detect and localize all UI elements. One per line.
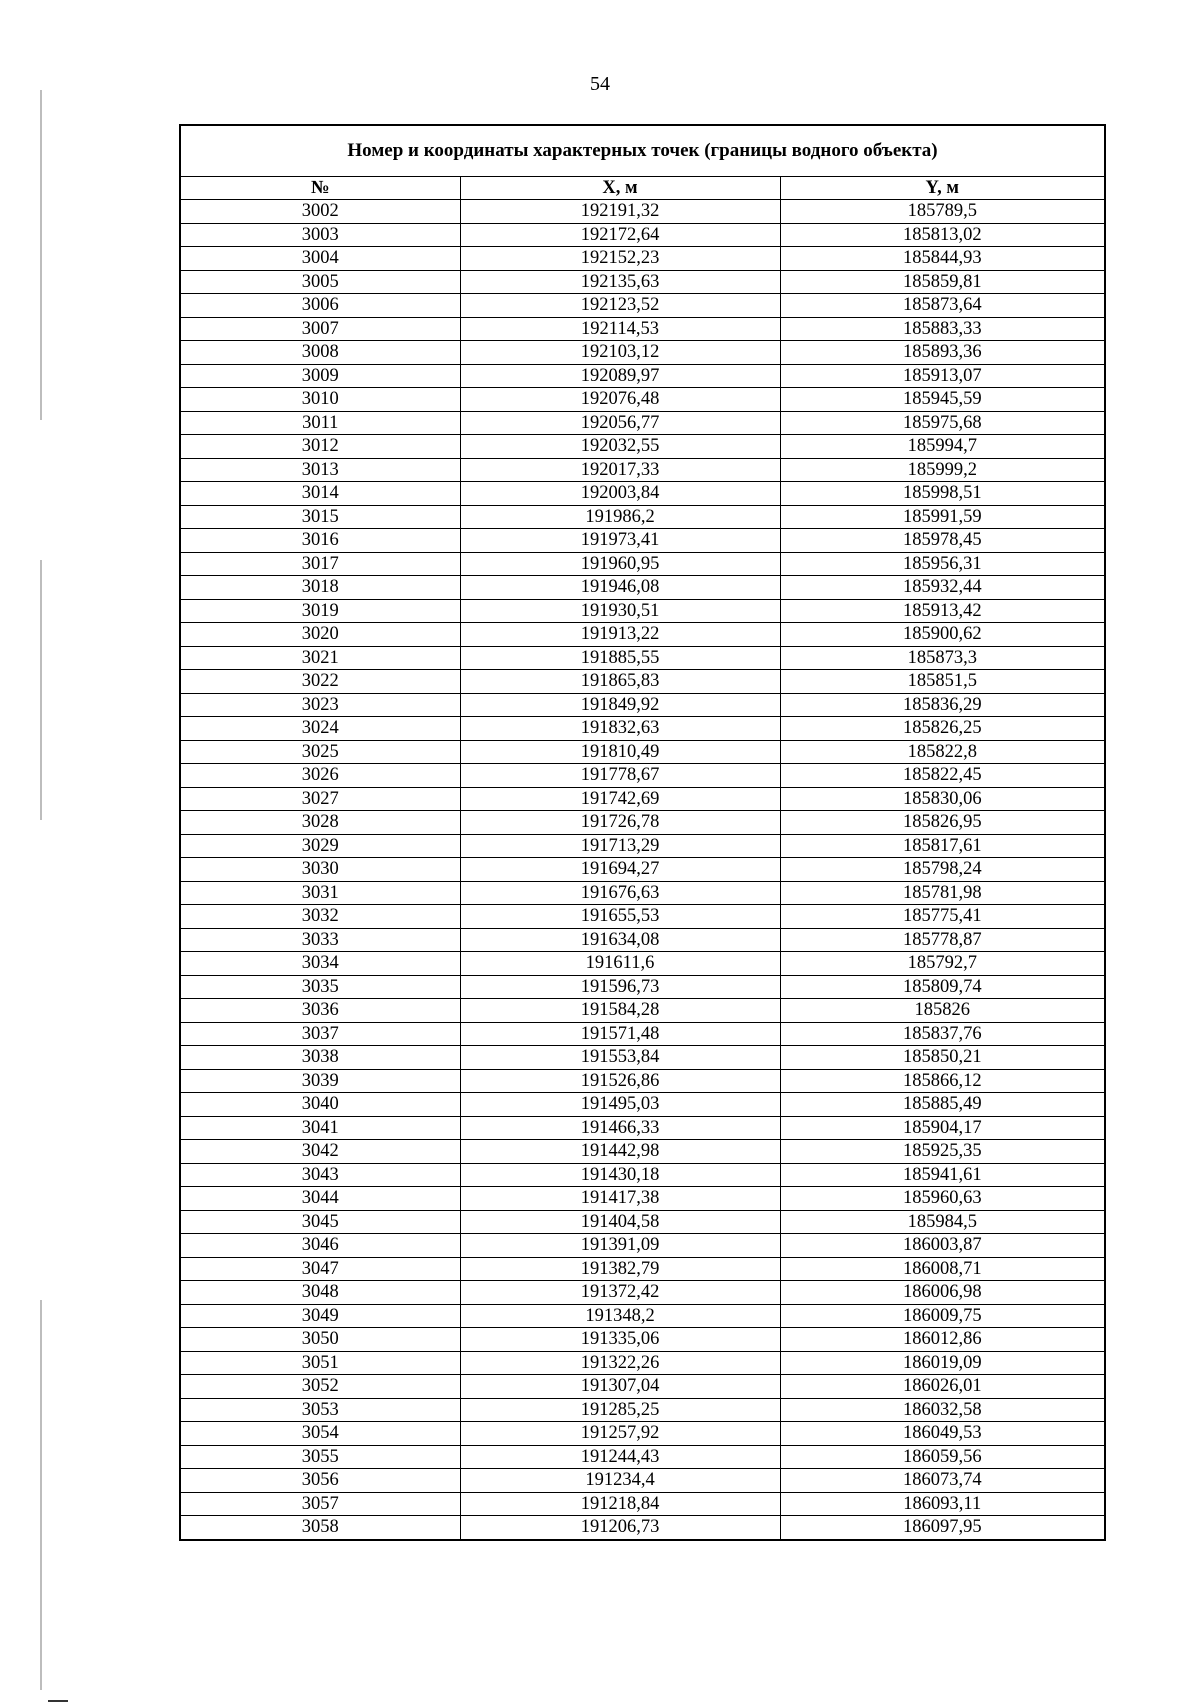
column-header-number: № bbox=[180, 177, 460, 200]
point-number-cell: 3016 bbox=[180, 529, 460, 553]
table-row bbox=[180, 1140, 1105, 1164]
point-number-cell: 3022 bbox=[180, 670, 460, 694]
table-row bbox=[180, 1046, 1105, 1070]
table-row bbox=[180, 341, 1105, 365]
y-coordinate-cell: 185932,44 bbox=[780, 576, 1105, 600]
table-row bbox=[180, 1281, 1105, 1305]
x-coordinate-cell: 191404,58 bbox=[460, 1210, 780, 1234]
y-coordinate-cell: 186019,09 bbox=[780, 1351, 1105, 1375]
point-number-cell: 3037 bbox=[180, 1022, 460, 1046]
point-number-cell: 3025 bbox=[180, 740, 460, 764]
table-row bbox=[180, 834, 1105, 858]
table-row bbox=[180, 1234, 1105, 1258]
x-coordinate-cell: 192191,32 bbox=[460, 200, 780, 224]
table-row bbox=[180, 200, 1105, 224]
point-number-cell: 3033 bbox=[180, 928, 460, 952]
x-coordinate-cell: 191382,79 bbox=[460, 1257, 780, 1281]
table-row bbox=[180, 1163, 1105, 1187]
x-coordinate-cell: 191713,29 bbox=[460, 834, 780, 858]
x-coordinate-cell: 191946,08 bbox=[460, 576, 780, 600]
x-coordinate-cell: 192103,12 bbox=[460, 341, 780, 365]
x-coordinate-cell: 191442,98 bbox=[460, 1140, 780, 1164]
y-coordinate-cell: 185994,7 bbox=[780, 435, 1105, 459]
y-coordinate-cell: 185809,74 bbox=[780, 975, 1105, 999]
table-row bbox=[180, 364, 1105, 388]
x-coordinate-cell: 192123,52 bbox=[460, 294, 780, 318]
y-coordinate-cell: 185789,5 bbox=[780, 200, 1105, 224]
table-row bbox=[180, 576, 1105, 600]
point-number-cell: 3035 bbox=[180, 975, 460, 999]
point-number-cell: 3030 bbox=[180, 858, 460, 882]
table-row bbox=[180, 1116, 1105, 1140]
x-coordinate-cell: 191584,28 bbox=[460, 999, 780, 1023]
y-coordinate-cell: 185945,59 bbox=[780, 388, 1105, 412]
point-number-cell: 3043 bbox=[180, 1163, 460, 1187]
table-row bbox=[180, 388, 1105, 412]
point-number-cell: 3009 bbox=[180, 364, 460, 388]
table-row bbox=[180, 1022, 1105, 1046]
y-coordinate-cell: 185893,36 bbox=[780, 341, 1105, 365]
scan-corner-mark bbox=[48, 1700, 68, 1702]
y-coordinate-cell: 185822,8 bbox=[780, 740, 1105, 764]
point-number-cell: 3015 bbox=[180, 505, 460, 529]
x-coordinate-cell: 191430,18 bbox=[460, 1163, 780, 1187]
x-coordinate-cell: 191372,42 bbox=[460, 1281, 780, 1305]
y-coordinate-cell: 185999,2 bbox=[780, 458, 1105, 482]
point-number-cell: 3005 bbox=[180, 270, 460, 294]
table-row bbox=[180, 1516, 1105, 1540]
x-coordinate-cell: 191865,83 bbox=[460, 670, 780, 694]
table-row bbox=[180, 1469, 1105, 1493]
x-coordinate-cell: 191913,22 bbox=[460, 623, 780, 647]
y-coordinate-cell: 186049,53 bbox=[780, 1422, 1105, 1446]
point-number-cell: 3049 bbox=[180, 1304, 460, 1328]
point-number-cell: 3023 bbox=[180, 693, 460, 717]
scan-margin-line bbox=[40, 90, 42, 420]
point-number-cell: 3028 bbox=[180, 811, 460, 835]
y-coordinate-cell: 185822,45 bbox=[780, 764, 1105, 788]
y-coordinate-cell: 185851,5 bbox=[780, 670, 1105, 694]
point-number-cell: 3027 bbox=[180, 787, 460, 811]
table-row bbox=[180, 1351, 1105, 1375]
y-coordinate-cell: 186008,71 bbox=[780, 1257, 1105, 1281]
table-row bbox=[180, 646, 1105, 670]
x-coordinate-cell: 192135,63 bbox=[460, 270, 780, 294]
point-number-cell: 3007 bbox=[180, 317, 460, 341]
y-coordinate-cell: 186012,86 bbox=[780, 1328, 1105, 1352]
x-coordinate-cell: 191571,48 bbox=[460, 1022, 780, 1046]
point-number-cell: 3014 bbox=[180, 482, 460, 506]
table-row bbox=[180, 1093, 1105, 1117]
x-coordinate-cell: 191960,95 bbox=[460, 552, 780, 576]
y-coordinate-cell: 185817,61 bbox=[780, 834, 1105, 858]
table-row bbox=[180, 858, 1105, 882]
table-row bbox=[180, 505, 1105, 529]
x-coordinate-cell: 191526,86 bbox=[460, 1069, 780, 1093]
y-coordinate-cell: 185859,81 bbox=[780, 270, 1105, 294]
table-body bbox=[180, 200, 1105, 1540]
point-number-cell: 3045 bbox=[180, 1210, 460, 1234]
table-row bbox=[180, 717, 1105, 741]
x-coordinate-cell: 191307,04 bbox=[460, 1375, 780, 1399]
point-number-cell: 3053 bbox=[180, 1398, 460, 1422]
y-coordinate-cell: 186026,01 bbox=[780, 1375, 1105, 1399]
table-row bbox=[180, 552, 1105, 576]
y-coordinate-cell: 186073,74 bbox=[780, 1469, 1105, 1493]
point-number-cell: 3010 bbox=[180, 388, 460, 412]
y-coordinate-cell: 185781,98 bbox=[780, 881, 1105, 905]
y-coordinate-cell: 185941,61 bbox=[780, 1163, 1105, 1187]
y-coordinate-cell: 185826,25 bbox=[780, 717, 1105, 741]
point-number-cell: 3038 bbox=[180, 1046, 460, 1070]
x-coordinate-cell: 191391,09 bbox=[460, 1234, 780, 1258]
x-coordinate-cell: 191634,08 bbox=[460, 928, 780, 952]
table-row bbox=[180, 670, 1105, 694]
x-coordinate-cell: 192056,77 bbox=[460, 411, 780, 435]
x-coordinate-cell: 191726,78 bbox=[460, 811, 780, 835]
point-number-cell: 3026 bbox=[180, 764, 460, 788]
y-coordinate-cell: 185998,51 bbox=[780, 482, 1105, 506]
table-title: Номер и координаты характерных точек (границы водного объекта) bbox=[180, 125, 1105, 177]
table-row bbox=[180, 599, 1105, 623]
table-row bbox=[180, 623, 1105, 647]
point-number-cell: 3039 bbox=[180, 1069, 460, 1093]
table-row bbox=[180, 1328, 1105, 1352]
table-row bbox=[180, 1445, 1105, 1469]
table-row bbox=[180, 881, 1105, 905]
column-header-y: Y, м bbox=[780, 177, 1105, 200]
table-row bbox=[180, 787, 1105, 811]
y-coordinate-cell: 185792,7 bbox=[780, 952, 1105, 976]
x-coordinate-cell: 191553,84 bbox=[460, 1046, 780, 1070]
point-number-cell: 3003 bbox=[180, 223, 460, 247]
x-coordinate-cell: 191694,27 bbox=[460, 858, 780, 882]
x-coordinate-cell: 191676,63 bbox=[460, 881, 780, 905]
point-number-cell: 3058 bbox=[180, 1516, 460, 1540]
y-coordinate-cell: 186009,75 bbox=[780, 1304, 1105, 1328]
x-coordinate-cell: 191495,03 bbox=[460, 1093, 780, 1117]
x-coordinate-cell: 191596,73 bbox=[460, 975, 780, 999]
y-coordinate-cell: 185883,33 bbox=[780, 317, 1105, 341]
y-coordinate-cell: 185826,95 bbox=[780, 811, 1105, 835]
x-coordinate-cell: 191655,53 bbox=[460, 905, 780, 929]
y-coordinate-cell: 185984,5 bbox=[780, 1210, 1105, 1234]
page-number: 54 bbox=[590, 73, 610, 95]
table-row bbox=[180, 1069, 1105, 1093]
point-number-cell: 3006 bbox=[180, 294, 460, 318]
point-number-cell: 3031 bbox=[180, 881, 460, 905]
point-number-cell: 3036 bbox=[180, 999, 460, 1023]
y-coordinate-cell: 186059,56 bbox=[780, 1445, 1105, 1469]
point-number-cell: 3004 bbox=[180, 247, 460, 271]
x-coordinate-cell: 191810,49 bbox=[460, 740, 780, 764]
table-row bbox=[180, 811, 1105, 835]
point-number-cell: 3013 bbox=[180, 458, 460, 482]
x-coordinate-cell: 192114,53 bbox=[460, 317, 780, 341]
point-number-cell: 3034 bbox=[180, 952, 460, 976]
table-row bbox=[180, 529, 1105, 553]
x-coordinate-cell: 191849,92 bbox=[460, 693, 780, 717]
y-coordinate-cell: 185866,12 bbox=[780, 1069, 1105, 1093]
x-coordinate-cell: 191832,63 bbox=[460, 717, 780, 741]
y-coordinate-cell: 185975,68 bbox=[780, 411, 1105, 435]
x-coordinate-cell: 191322,26 bbox=[460, 1351, 780, 1375]
table-row bbox=[180, 952, 1105, 976]
point-number-cell: 3052 bbox=[180, 1375, 460, 1399]
point-number-cell: 3042 bbox=[180, 1140, 460, 1164]
y-coordinate-cell: 186006,98 bbox=[780, 1281, 1105, 1305]
point-number-cell: 3047 bbox=[180, 1257, 460, 1281]
table-row bbox=[180, 999, 1105, 1023]
table-row bbox=[180, 740, 1105, 764]
y-coordinate-cell: 185991,59 bbox=[780, 505, 1105, 529]
point-number-cell: 3019 bbox=[180, 599, 460, 623]
point-number-cell: 3012 bbox=[180, 435, 460, 459]
point-number-cell: 3024 bbox=[180, 717, 460, 741]
x-coordinate-cell: 191417,38 bbox=[460, 1187, 780, 1211]
table-row bbox=[180, 1187, 1105, 1211]
x-coordinate-cell: 191335,06 bbox=[460, 1328, 780, 1352]
table-row bbox=[180, 223, 1105, 247]
table-row bbox=[180, 1492, 1105, 1516]
x-coordinate-cell: 192017,33 bbox=[460, 458, 780, 482]
point-number-cell: 3041 bbox=[180, 1116, 460, 1140]
x-coordinate-cell: 191973,41 bbox=[460, 529, 780, 553]
x-coordinate-cell: 192032,55 bbox=[460, 435, 780, 459]
y-coordinate-cell: 185775,41 bbox=[780, 905, 1105, 929]
table-row bbox=[180, 247, 1105, 271]
point-number-cell: 3055 bbox=[180, 1445, 460, 1469]
table-row bbox=[180, 294, 1105, 318]
x-coordinate-cell: 191742,69 bbox=[460, 787, 780, 811]
y-coordinate-cell: 185798,24 bbox=[780, 858, 1105, 882]
table-row bbox=[180, 1375, 1105, 1399]
x-coordinate-cell: 191348,2 bbox=[460, 1304, 780, 1328]
scan-margin-line bbox=[40, 1300, 42, 1690]
point-number-cell: 3048 bbox=[180, 1281, 460, 1305]
point-number-cell: 3011 bbox=[180, 411, 460, 435]
y-coordinate-cell: 185978,45 bbox=[780, 529, 1105, 553]
table-row bbox=[180, 458, 1105, 482]
table-row bbox=[180, 1210, 1105, 1234]
point-number-cell: 3057 bbox=[180, 1492, 460, 1516]
point-number-cell: 3021 bbox=[180, 646, 460, 670]
y-coordinate-cell: 185873,3 bbox=[780, 646, 1105, 670]
y-coordinate-cell: 185830,06 bbox=[780, 787, 1105, 811]
x-coordinate-cell: 192152,23 bbox=[460, 247, 780, 271]
table-row bbox=[180, 270, 1105, 294]
point-number-cell: 3044 bbox=[180, 1187, 460, 1211]
point-number-cell: 3040 bbox=[180, 1093, 460, 1117]
y-coordinate-cell: 186003,87 bbox=[780, 1234, 1105, 1258]
x-coordinate-cell: 191244,43 bbox=[460, 1445, 780, 1469]
y-coordinate-cell: 185778,87 bbox=[780, 928, 1105, 952]
table-row bbox=[180, 693, 1105, 717]
y-coordinate-cell: 185960,63 bbox=[780, 1187, 1105, 1211]
scan-margin-line bbox=[40, 560, 42, 820]
y-coordinate-cell: 185837,76 bbox=[780, 1022, 1105, 1046]
x-coordinate-cell: 191466,33 bbox=[460, 1116, 780, 1140]
point-number-cell: 3017 bbox=[180, 552, 460, 576]
x-coordinate-cell: 191285,25 bbox=[460, 1398, 780, 1422]
x-coordinate-cell: 191234,4 bbox=[460, 1469, 780, 1493]
point-number-cell: 3029 bbox=[180, 834, 460, 858]
x-coordinate-cell: 191257,92 bbox=[460, 1422, 780, 1446]
table-row bbox=[180, 905, 1105, 929]
y-coordinate-cell: 185913,42 bbox=[780, 599, 1105, 623]
table-row bbox=[180, 1257, 1105, 1281]
x-coordinate-cell: 191885,55 bbox=[460, 646, 780, 670]
x-coordinate-cell: 191986,2 bbox=[460, 505, 780, 529]
y-coordinate-cell: 185956,31 bbox=[780, 552, 1105, 576]
point-number-cell: 3008 bbox=[180, 341, 460, 365]
table-row bbox=[180, 1398, 1105, 1422]
y-coordinate-cell: 185844,93 bbox=[780, 247, 1105, 271]
x-coordinate-cell: 191930,51 bbox=[460, 599, 780, 623]
point-number-cell: 3054 bbox=[180, 1422, 460, 1446]
y-coordinate-cell: 186032,58 bbox=[780, 1398, 1105, 1422]
y-coordinate-cell: 186093,11 bbox=[780, 1492, 1105, 1516]
y-coordinate-cell: 185925,35 bbox=[780, 1140, 1105, 1164]
y-coordinate-cell: 185900,62 bbox=[780, 623, 1105, 647]
y-coordinate-cell: 185873,64 bbox=[780, 294, 1105, 318]
point-number-cell: 3056 bbox=[180, 1469, 460, 1493]
x-coordinate-cell: 191206,73 bbox=[460, 1516, 780, 1540]
table-row bbox=[180, 435, 1105, 459]
y-coordinate-cell: 185813,02 bbox=[780, 223, 1105, 247]
y-coordinate-cell: 186097,95 bbox=[780, 1516, 1105, 1540]
y-coordinate-cell: 185904,17 bbox=[780, 1116, 1105, 1140]
y-coordinate-cell: 185826 bbox=[780, 999, 1105, 1023]
point-number-cell: 3046 bbox=[180, 1234, 460, 1258]
point-number-cell: 3020 bbox=[180, 623, 460, 647]
x-coordinate-cell: 192089,97 bbox=[460, 364, 780, 388]
table-row bbox=[180, 1422, 1105, 1446]
table-row bbox=[180, 317, 1105, 341]
x-coordinate-cell: 191611,6 bbox=[460, 952, 780, 976]
x-coordinate-cell: 191218,84 bbox=[460, 1492, 780, 1516]
x-coordinate-cell: 192172,64 bbox=[460, 223, 780, 247]
point-number-cell: 3002 bbox=[180, 200, 460, 224]
table-row bbox=[180, 764, 1105, 788]
point-number-cell: 3051 bbox=[180, 1351, 460, 1375]
y-coordinate-cell: 185836,29 bbox=[780, 693, 1105, 717]
table-row bbox=[180, 482, 1105, 506]
point-number-cell: 3050 bbox=[180, 1328, 460, 1352]
table-row bbox=[180, 928, 1105, 952]
y-coordinate-cell: 185885,49 bbox=[780, 1093, 1105, 1117]
x-coordinate-cell: 192076,48 bbox=[460, 388, 780, 412]
y-coordinate-cell: 185850,21 bbox=[780, 1046, 1105, 1070]
point-number-cell: 3032 bbox=[180, 905, 460, 929]
y-coordinate-cell: 185913,07 bbox=[780, 364, 1105, 388]
table-row bbox=[180, 411, 1105, 435]
x-coordinate-cell: 192003,84 bbox=[460, 482, 780, 506]
column-header-x: X, м bbox=[460, 177, 780, 200]
point-number-cell: 3018 bbox=[180, 576, 460, 600]
table-row bbox=[180, 1304, 1105, 1328]
coordinates-table bbox=[179, 124, 1106, 1541]
x-coordinate-cell: 191778,67 bbox=[460, 764, 780, 788]
table-row bbox=[180, 975, 1105, 999]
